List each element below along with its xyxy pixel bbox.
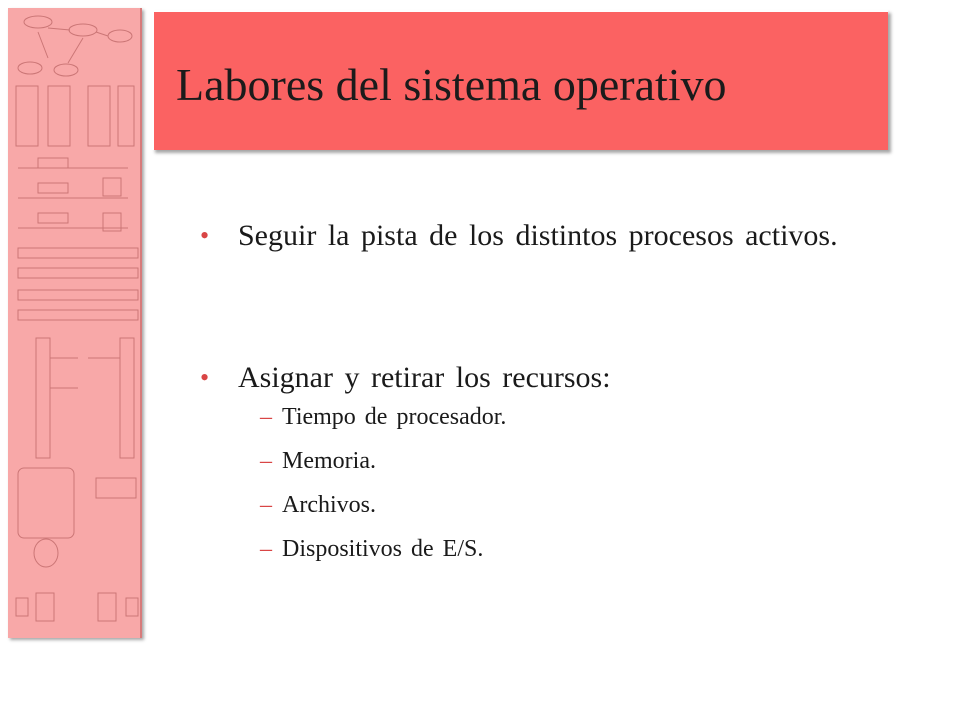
decorative-diagram-strip (8, 8, 142, 638)
bullet-item-2 (200, 360, 611, 396)
sub-item-text: Memoria. (282, 448, 376, 474)
bullet-text: Asignar y retirar los recursos: (238, 361, 611, 394)
dash-marker: – (260, 448, 272, 474)
bullet-marker: • (200, 221, 210, 250)
sub-item-text: Tiempo de procesador. (282, 404, 507, 430)
bullet-text: Seguir la pista de los distintos procesos activos. (238, 219, 838, 252)
sub-item-2 (260, 446, 376, 476)
dash-marker: – (260, 404, 272, 430)
sub-item-text: Dispositivos de E/S. (282, 536, 484, 562)
title-banner (152, 10, 888, 150)
dash-marker: – (260, 536, 272, 562)
sub-item-1 (260, 402, 506, 432)
sub-item-3 (260, 490, 376, 520)
bullet-item-1 (200, 218, 838, 254)
slide-title: Labores del sistema operativo (176, 59, 727, 110)
dash-marker: – (260, 492, 272, 518)
sub-item-4 (260, 534, 483, 564)
diagram-illustration (8, 8, 140, 638)
bullet-marker: • (200, 363, 210, 392)
sub-item-text: Archivos. (282, 492, 376, 518)
